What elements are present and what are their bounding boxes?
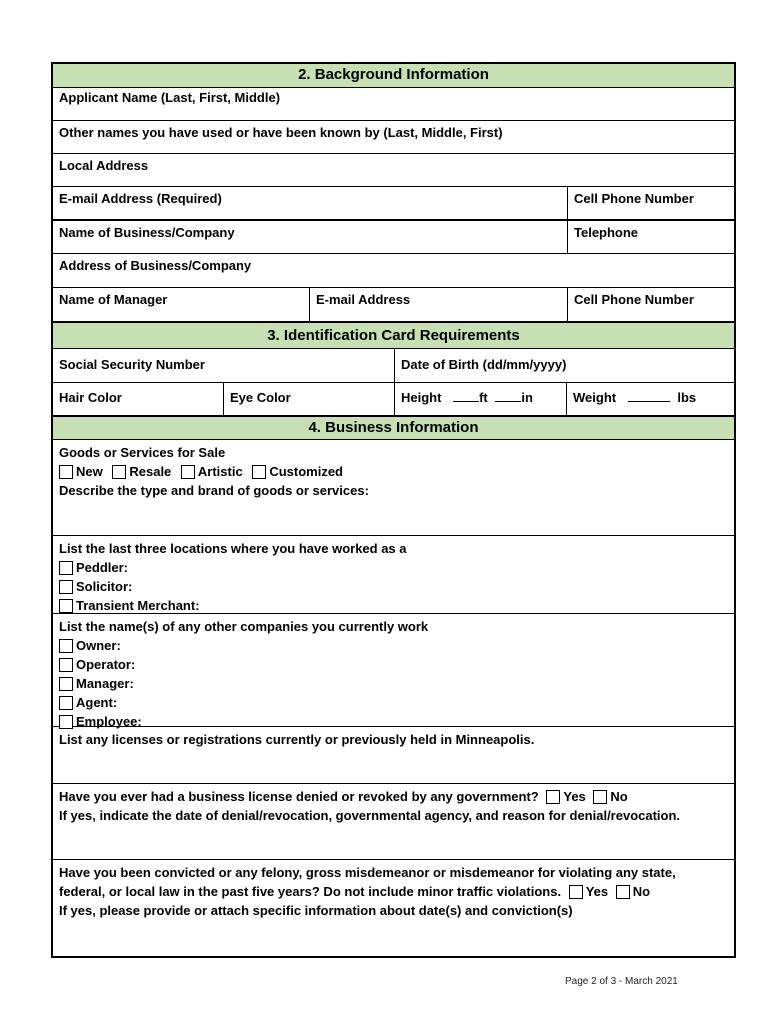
option-new-label: New — [76, 464, 103, 479]
denied-yes[interactable] — [546, 789, 585, 804]
email-field[interactable]: E-mail Address (Required) — [53, 187, 568, 219]
option-customized[interactable] — [252, 464, 343, 479]
option-artistic[interactable] — [181, 464, 243, 479]
height-in-unit: in — [521, 390, 533, 405]
role-operator[interactable] — [59, 655, 728, 674]
checkbox-operator[interactable] — [59, 658, 73, 672]
role-peddler-label: Peddler: — [76, 560, 129, 575]
section-header-business: 4. Business Information — [53, 416, 734, 440]
section-header-background: 2. Background Information — [53, 64, 734, 88]
telephone-field[interactable]: Telephone — [574, 225, 639, 240]
convicted-no[interactable] — [616, 884, 650, 899]
denied-block — [53, 784, 734, 860]
role-transient-merchant[interactable] — [59, 596, 728, 615]
option-new[interactable] — [59, 464, 103, 479]
email-row — [53, 187, 734, 221]
denied-question — [59, 787, 728, 806]
checkbox-artistic[interactable] — [181, 465, 195, 479]
role-peddler[interactable] — [59, 558, 728, 577]
checkbox-peddler[interactable] — [59, 561, 73, 575]
convicted-question-line2 — [59, 882, 728, 901]
height-in-blank[interactable] — [495, 401, 521, 402]
checkbox-denied-no[interactable] — [593, 790, 607, 804]
other-names-field[interactable]: Other names you have used or have been known by (Last, Middle, First) — [59, 125, 503, 140]
option-resale-label: Resale — [129, 464, 172, 479]
checkbox-new[interactable] — [59, 465, 73, 479]
convicted-block — [53, 860, 734, 956]
checkbox-customized[interactable] — [252, 465, 266, 479]
manager-email-field[interactable]: E-mail Address — [310, 288, 568, 321]
application-form — [51, 62, 736, 958]
goods-label: Goods or Services for Sale — [59, 445, 226, 460]
goods-block — [53, 440, 734, 536]
denied-yes-label: Yes — [563, 789, 586, 804]
role-owner[interactable] — [59, 636, 728, 655]
convicted-yes[interactable] — [569, 884, 608, 899]
height-ft-blank[interactable] — [453, 401, 479, 402]
height-label: Height — [401, 390, 442, 405]
manager-name-field[interactable]: Name of Manager — [53, 288, 310, 321]
business-address-row — [53, 254, 734, 288]
checkbox-owner[interactable] — [59, 639, 73, 653]
denied-no-label: No — [610, 789, 628, 804]
weight-field[interactable] — [567, 383, 734, 415]
checkbox-resale[interactable] — [112, 465, 126, 479]
denied-followup: If yes, indicate the date of denial/revocation, governmental agency, and reason for denial/revocation. — [59, 808, 681, 823]
locations-label: List the last three locations where you have worked as a — [59, 541, 407, 556]
weight-blank[interactable] — [628, 401, 670, 402]
checkbox-agent[interactable] — [59, 696, 73, 710]
manager-cell-field[interactable]: Cell Phone Number — [574, 292, 694, 307]
convicted-question-line1: Have you been convicted or any felony, gross misdemeanor or misdemeanor for violating any state, — [59, 865, 676, 880]
hair-color-field[interactable]: Hair Color — [53, 383, 224, 415]
role-employee-label: Employee: — [76, 714, 142, 729]
licenses-block[interactable] — [53, 727, 734, 784]
local-address-field[interactable]: Local Address — [59, 158, 149, 173]
weight-unit: lbs — [677, 390, 697, 405]
role-operator-label: Operator: — [76, 657, 136, 672]
role-transient-merchant-label: Transient Merchant: — [76, 598, 200, 613]
business-name-field[interactable]: Name of Business/Company — [53, 221, 568, 253]
eye-color-field[interactable]: Eye Color — [224, 383, 395, 415]
role-solicitor[interactable] — [59, 577, 728, 596]
ssn-field[interactable]: Social Security Number — [53, 349, 395, 382]
convicted-question-text: federal, or local law in the past five years? Do not include minor traffic violations. — [59, 884, 562, 899]
page-footer: Page 2 of 3 - March 2021 — [565, 976, 678, 987]
role-manager[interactable] — [59, 674, 728, 693]
dob-field[interactable]: Date of Birth (dd/mm/yyyy) — [401, 357, 567, 372]
option-resale[interactable] — [112, 464, 171, 479]
checkbox-convicted-no[interactable] — [616, 885, 630, 899]
convicted-no-label: No — [632, 884, 651, 899]
licenses-label: List any licenses or registrations currently or previously held in Minneapolis. — [59, 732, 535, 747]
local-address-row — [53, 154, 734, 187]
option-customized-label: Customized — [269, 464, 343, 479]
locations-block — [53, 536, 734, 614]
ssn-row — [53, 349, 734, 383]
cell-phone-field[interactable]: Cell Phone Number — [574, 191, 694, 206]
other-names-row — [53, 121, 734, 154]
goods-options — [59, 462, 728, 481]
role-manager-label: Manager: — [76, 676, 134, 691]
convicted-yes-label: Yes — [585, 884, 609, 899]
applicant-name-field[interactable]: Applicant Name (Last, First, Middle) — [59, 90, 281, 105]
height-ft-unit: ft — [479, 390, 488, 405]
denied-no[interactable] — [593, 789, 627, 804]
height-field[interactable] — [395, 383, 567, 415]
checkbox-transient-merchant[interactable] — [59, 599, 73, 613]
checkbox-employee[interactable] — [59, 715, 73, 729]
business-name-row — [53, 221, 734, 254]
describe-label: Describe the type and brand of goods or services: — [59, 483, 369, 498]
role-owner-label: Owner: — [76, 638, 121, 653]
section-header-identification: 3. Identification Card Requirements — [53, 322, 734, 349]
checkbox-denied-yes[interactable] — [546, 790, 560, 804]
role-agent[interactable] — [59, 693, 728, 712]
checkbox-convicted-yes[interactable] — [569, 885, 583, 899]
physical-row — [53, 383, 734, 416]
checkbox-solicitor[interactable] — [59, 580, 73, 594]
role-solicitor-label: Solicitor: — [76, 579, 133, 594]
checkbox-manager[interactable] — [59, 677, 73, 691]
convicted-followup: If yes, please provide or attach specific information about date(s) and conviction(s) — [59, 903, 573, 918]
weight-label: Weight — [573, 390, 617, 405]
business-address-field[interactable]: Address of Business/Company — [59, 258, 252, 273]
denied-question-text: Have you ever had a business license denied or revoked by any government? — [59, 789, 539, 804]
manager-row — [53, 288, 734, 322]
option-artistic-label: Artistic — [197, 464, 243, 479]
role-agent-label: Agent: — [76, 695, 118, 710]
companies-block — [53, 614, 734, 727]
applicant-name-row — [53, 88, 734, 121]
companies-label: List the name(s) of any other companies you currently work — [59, 619, 429, 634]
